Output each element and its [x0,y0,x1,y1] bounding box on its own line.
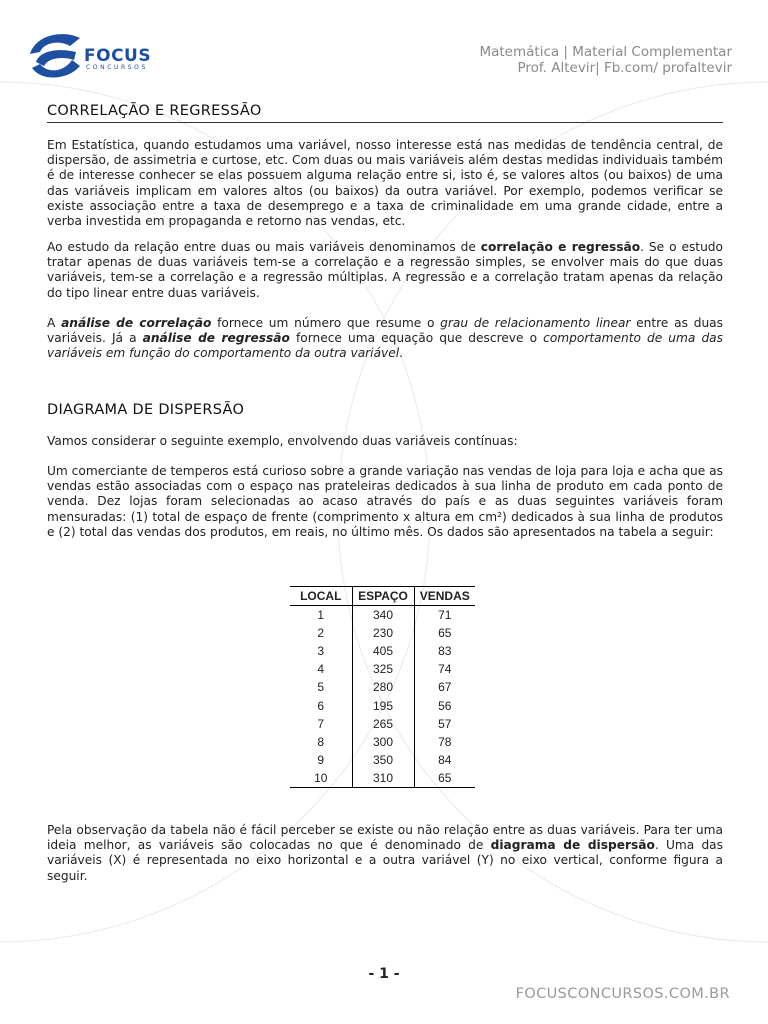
table-row [290,715,475,733]
cell-vendas: 74 [438,662,452,677]
cell-espaco: 300 [352,733,414,751]
paragraph-intro: Em Estatística, quando estudamos uma variável, nosso interesse está nas medidas de tendência central, de dispersão, de assimetria e curtose, etc. Com duas ou mais variáveis além destas medidas individuais também é de interesse conhecer se elas possuem alguma relação entre si, isto é, se valores altos (ou baixos) de uma das variáveis implicam em valores altos (ou baixos) da outra variável. Por exemplo, podemos verificar se existe associação entre a taxa de desemprego e a taxa de criminalidade em uma grande cidade, entre a verba investida em propaganda e retorno nas vendas, etc. [47,138,723,229]
paragraph-analise: A análise de correlação fornece um número que resume o grau de relacionamento linear entre as duas variáveis. Já a análise de regressão fornece uma equação que descreve o comportamento de uma das variáveis em função do comportamento da outra variável. [47,316,724,361]
term-diagrama-dispersao: diagrama de dispersão [490,838,655,853]
table-header-row [290,587,475,606]
cell-espaco: 265 [352,715,414,733]
cell-vendas: 56 [438,698,452,713]
cell-local: 9 [290,751,352,769]
table-row [290,678,475,696]
cell-local: 10 [290,769,352,787]
table-row [290,642,475,660]
page-header [0,0,768,100]
header-line-1: Matemática | Material Complementar [479,44,732,60]
term-correlacao-regressao: correlação e regressão [480,240,641,254]
cell-local: 7 [290,715,352,733]
cell-espaco: 340 [352,606,414,624]
paragraph-correlacao-regressao: Ao estudo da relação entre duas ou mais variáveis denominamos de correlação e regressão. Se o estudo tratar apenas de duas variáveis tem-se a correlação e a regressão simples, se envolver mais do que duas variáveis, tem-se a correlação e a regressão múltiplas. A regressão e a correlação tratam apenas da relação do tipo linear entre duas variáveis. [47,240,723,300]
cell-local: 3 [290,642,352,660]
header-info [479,44,732,76]
cell-espaco: 310 [352,769,414,787]
table-row [290,606,475,624]
column-header-local: LOCAL [290,587,352,606]
table-row [290,624,475,642]
term-comportamento: comportamento de uma das variáveis em função do comportamento da outra variável [47,331,724,361]
cell-espaco: 325 [352,660,414,678]
paragraph-comerciante: Um comerciante de temperos está curioso sobre a grande variação nas vendas de loja para loja e acha que as vendas estão associadas com o espaço nas prateleiras dedicados à sua linha de produto em cada ponto de venda. Dez lojas foram selecionadas ao acaso através do país e as duas seguintes variáveis foram mensuradas: (1) total de espaço de frente (comprimento x altura em cm²) dedicados à sua linha de produtos e (2) total das vendas dos produtos, em reais, no último mês. Os dados são apresentados na tabela a seguir: [47,464,723,539]
cell-vendas: 67 [438,680,452,695]
brand-name: FOCUS [84,46,152,66]
cell-vendas: 57 [438,716,452,731]
term-analise-correlacao: análise de correlação [61,316,212,330]
brand-subtitle: CONCURSOS [86,64,148,71]
cell-vendas: 65 [438,625,452,640]
term-analise-regressao: análise de regressão [142,331,290,346]
table-row [290,733,475,751]
cell-vendas: 84 [438,753,452,768]
column-header-espaco: ESPAÇO [352,587,414,606]
cell-espaco: 230 [352,624,414,642]
cell-local: 1 [290,606,352,624]
cell-espaco: 350 [352,751,414,769]
paragraph-exemplo: Vamos considerar o seguinte exemplo, envolvendo duas variáveis contínuas: [47,434,518,448]
cell-vendas: 71 [438,607,452,622]
cell-espaco: 405 [352,642,414,660]
cell-local: 8 [290,733,352,751]
data-table [290,586,475,788]
header-line-2: Prof. Altevir| Fb.com/ profaltevir [517,60,732,76]
term-grau-relacionamento: grau de relacionamento linear [440,316,631,330]
page-number: - 1 - [368,966,400,982]
cell-local: 2 [290,624,352,642]
footer-url: FOCUSCONCURSOS.COM.BR [515,986,730,1002]
cell-local: 4 [290,660,352,678]
cell-espaco: 195 [352,696,414,714]
table-row [290,660,475,678]
cell-espaco: 280 [352,678,414,696]
section-title-correlacao: CORRELAÇÃO E REGRESSÃO [47,103,723,123]
table-row [290,769,475,787]
section-title-diagrama: DIAGRAMA DE DISPERSÃO [47,402,245,418]
cell-vendas: 78 [438,734,452,749]
paragraph-observacao: Pela observação da tabela não é fácil perceber se existe ou não relação entre as duas variáveis. Para ter uma ideia melhor, as variáveis são colocadas no que é denominado de diagrama de dispersão. Uma das variáveis (X) é representada no eixo horizontal e a outra variável (Y) no eixo vertical, conforme figura a seguir. [47,823,724,883]
cell-vendas: 83 [438,643,452,658]
cell-local: 6 [290,696,352,714]
table-row [290,751,475,769]
cell-vendas: 65 [438,771,452,786]
table-row [290,696,475,714]
cell-local: 5 [290,678,352,696]
column-header-vendas: VENDAS [414,587,475,606]
